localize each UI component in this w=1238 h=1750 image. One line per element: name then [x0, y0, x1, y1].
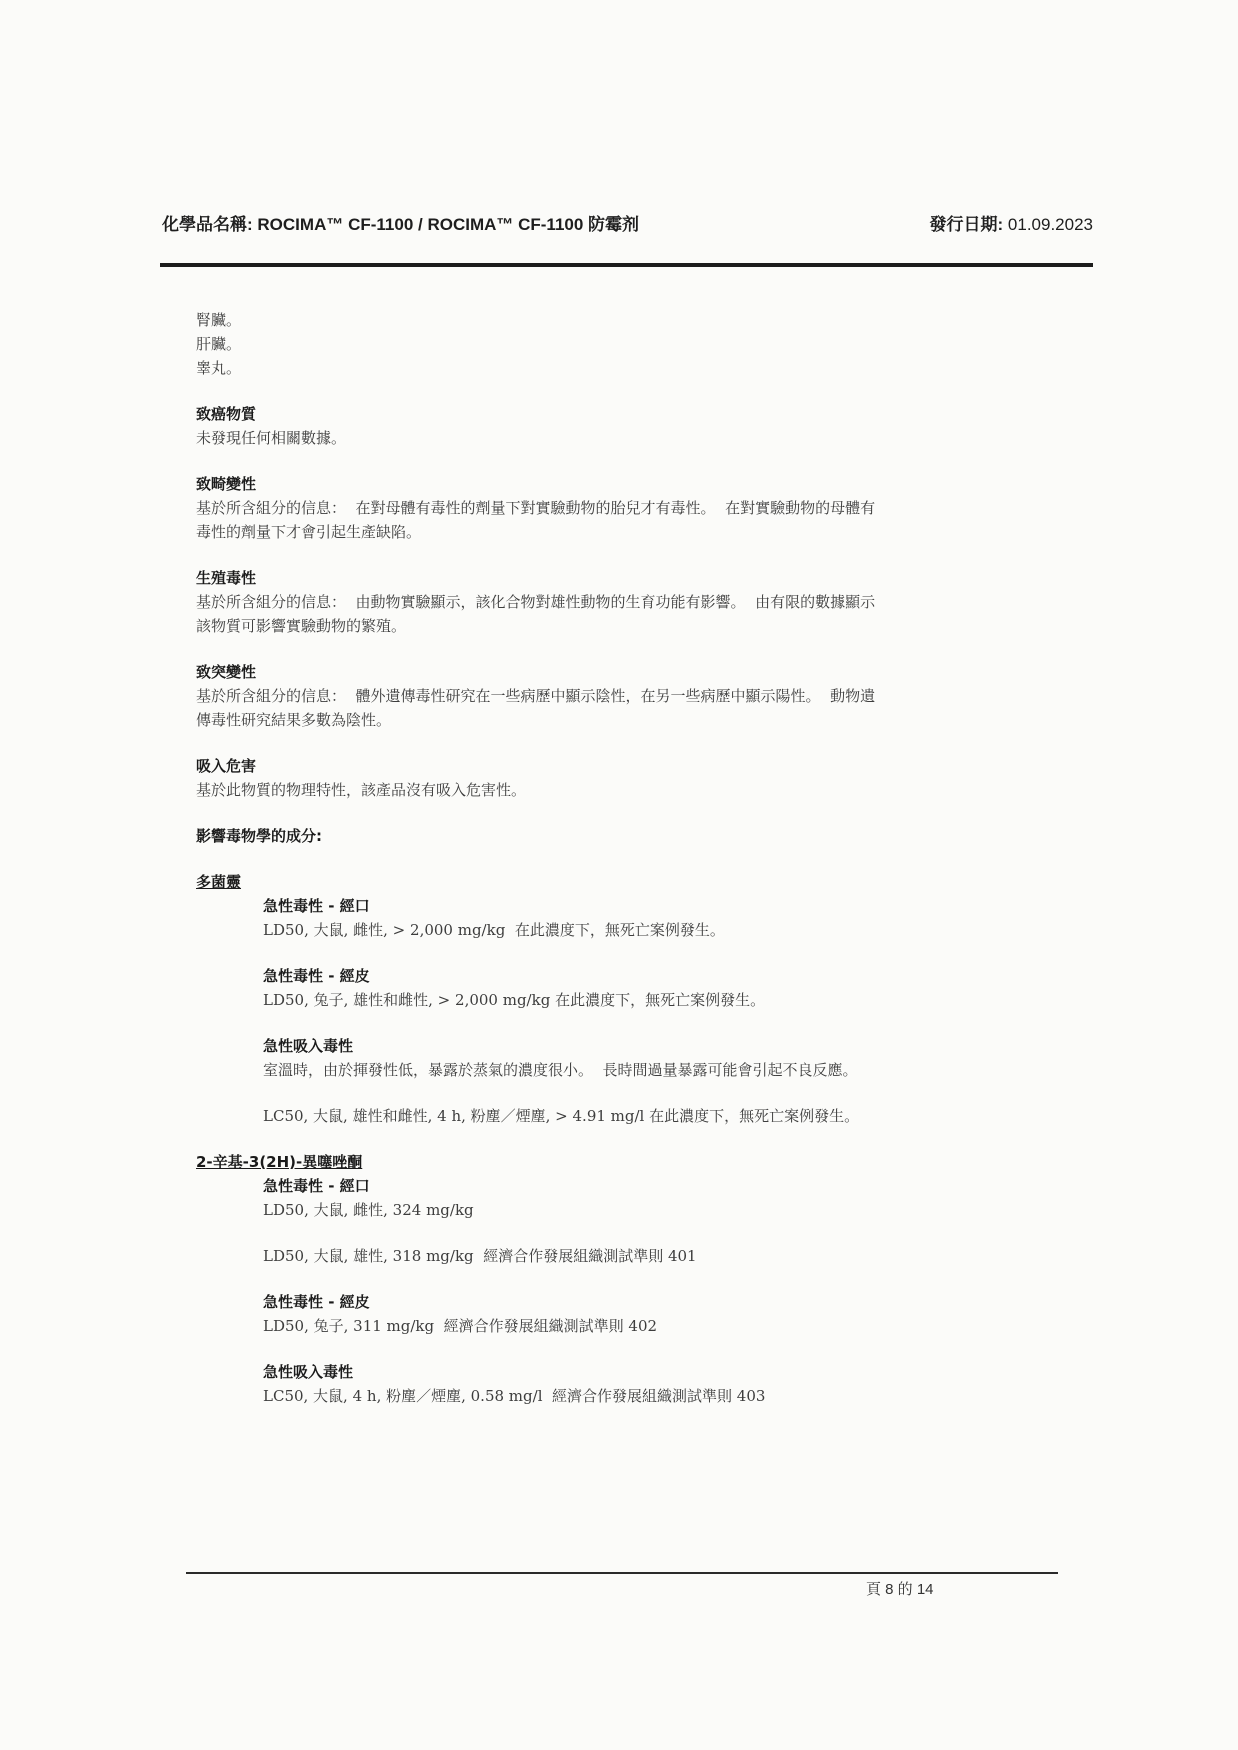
entry-text: LD50, 大鼠, 雌性, > 2,000 mg/kg 在此濃度下，無死亡案例發生。: [263, 921, 725, 939]
entry-text: LC50, 大鼠, 4 h, 粉塵／煙塵, 0.58 mg/l 經濟合作發展組織測試準則 403: [263, 1387, 766, 1405]
component-entry: [263, 1290, 1076, 1338]
section-aspiration-hazard: [196, 754, 1076, 802]
component-carbendazim: [196, 870, 1076, 1128]
component-entry: [263, 964, 1076, 1012]
organ-item: 睾丸。: [196, 359, 242, 377]
section-text: 傳毒性研究結果多數為陰性。: [196, 711, 392, 729]
entry-title: 急性毒性 - 經皮: [263, 1293, 370, 1311]
page-header-date: [930, 210, 1094, 235]
page-header-product: [162, 210, 639, 235]
product-label: 化學品名稱:: [162, 215, 253, 234]
section-text: 未發現任何相關數據。: [196, 429, 347, 447]
entry-title: 急性毒性 - 經皮: [263, 967, 370, 985]
component-name: 2-辛基-3(2H)-異噻唑酮: [196, 1153, 363, 1171]
section-reproductive-toxicity: [196, 566, 1076, 638]
entry-text: 室溫時，由於揮發性低，暴露於蒸氣的濃度很小。 長時間過量暴露可能會引起不良反應。: [263, 1061, 858, 1079]
organ-item: 腎臟。: [196, 311, 242, 329]
section-text: 基於所含組分的信息： 由動物實驗顯示，該化合物對雄性動物的生育功能有影響。 由有限的數據顯示: [196, 593, 876, 611]
section-text: 基於所含組分的信息： 體外遺傳毒性研究在一些病歷中顯示陰性，在另一些病歷中顯示陽性。 動物遺: [196, 687, 876, 705]
product-name: ROCIMA™ CF-1100 / ROCIMA™ CF-1100 防霉剂: [257, 215, 640, 234]
entry-text: LD50, 大鼠, 雄性, 318 mg/kg 經濟合作發展組織測試準則 401: [263, 1247, 697, 1265]
date-value: 01.09.2023: [1007, 215, 1093, 234]
entry-text: LD50, 兔子, 311 mg/kg 經濟合作發展組織測試準則 402: [263, 1317, 658, 1335]
entry-title: 急性毒性 - 經口: [263, 897, 370, 915]
date-label: 發行日期:: [929, 215, 1004, 234]
component-entry: [263, 1360, 1076, 1408]
component-name: 多菌靈: [196, 873, 242, 891]
section-title: 致突變性: [196, 663, 257, 681]
section-carcinogenicity: [196, 402, 1076, 450]
header-rule: [160, 263, 1093, 267]
entry-text: LC50, 大鼠, 雄性和雌性, 4 h, 粉塵／煙塵, > 4.91 mg/l 在此濃度下，無死亡案例發生。: [263, 1107, 860, 1125]
component-octylisothiazolinone: [196, 1150, 1076, 1408]
section-text: 基於所含組分的信息： 在對母體有毒性的劑量下對實驗動物的胎兒才有毒性。 在對實驗動物的母體有: [196, 499, 876, 517]
entry-text: LD50, 大鼠, 雌性, 324 mg/kg: [263, 1201, 474, 1219]
footer-rule: [186, 1572, 1058, 1574]
components-title: 影響毒物學的成分:: [196, 827, 322, 845]
organ-list: [196, 308, 1076, 380]
entry-title: 急性吸入毒性: [263, 1037, 354, 1055]
document-body: [196, 308, 1076, 1408]
section-title: 吸入危害: [196, 757, 257, 775]
section-title: 生殖毒性: [196, 569, 257, 587]
section-text: 基於此物質的物理特性，該產品沒有吸入危害性。: [196, 781, 527, 799]
entry-title: 急性毒性 - 經口: [263, 1177, 370, 1195]
section-text: 該物質可影響實驗動物的繁殖。: [196, 617, 407, 635]
component-entry: [263, 894, 1076, 942]
component-entry: [263, 1034, 1076, 1128]
section-teratogenicity: [196, 472, 1076, 544]
page-number: 頁 8 的 14: [866, 1581, 934, 1598]
entry-title: 急性吸入毒性: [263, 1363, 354, 1381]
section-title: 致癌物質: [196, 405, 257, 423]
component-entry: [263, 1174, 1076, 1268]
section-mutagenicity: [196, 660, 1076, 732]
section-title: 致畸變性: [196, 475, 257, 493]
section-text: 毒性的劑量下才會引起生產缺陷。: [196, 523, 422, 541]
entry-text: LD50, 兔子, 雄性和雌性, > 2,000 mg/kg 在此濃度下，無死亡案例發生。: [263, 991, 766, 1009]
organ-item: 肝臟。: [196, 335, 242, 353]
